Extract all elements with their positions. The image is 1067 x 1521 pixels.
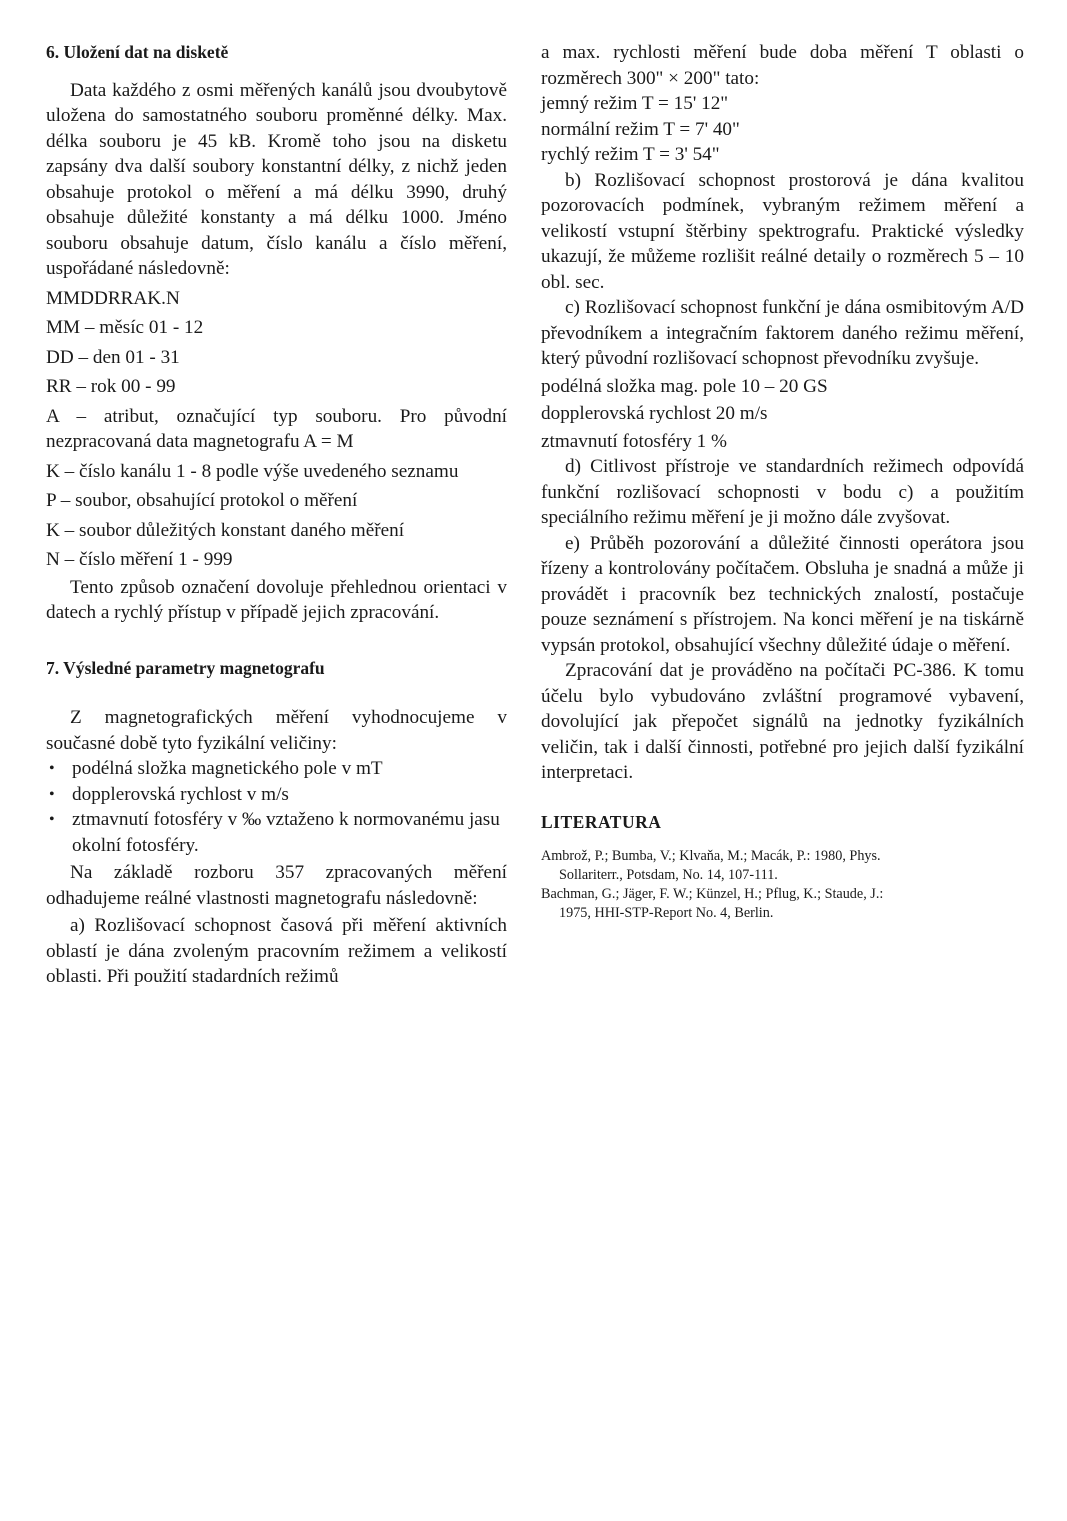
filename-line-p: P – soubor, obsahující protokol o měření bbox=[46, 490, 358, 511]
reference-1-line-2: Sollariterr., Potsdam, No. 14, 107-111. bbox=[559, 867, 778, 883]
list-item bbox=[46, 807, 507, 858]
section-7-paragraph-1: Z magnetografických měření vyhodnocujeme v současné době tyto fyzikální veličiny: bbox=[46, 707, 507, 754]
filename-line-rr: RR – rok 00 - 99 bbox=[46, 376, 176, 397]
bullet-icon: • bbox=[49, 760, 55, 777]
paragraph-b: b) Rozlišovací schopnost prostorová je dána kvalitou pozorovacích podmínek, vybraným režimem měření a velikostí vstupní štěrbiny spektrografu. Praktické výsledky ukazují, že můžeme rozlišit reálné detaily o rozměrech 5 – 10 obl. sec. bbox=[541, 169, 1024, 293]
mode-fine: jemný režim T = 15' 12" bbox=[541, 93, 729, 114]
section-6-paragraph-1: Data každého z osmi měřených kanálů jsou dvoubytově uložena do samostatného souboru proměnné délky. Max. délka souboru je 45 kB. Kromě toho jsou na disketu zapsány dva další soubory konstantní délky, z nichž jeden obsahuje protokol o měření a má délku 3990, druhý obsahuje důležité konstanty a má délku 1000. Jméno souboru obsahuje datum, číslo kanálu a číslo měření, uspořádané následovně: bbox=[46, 79, 507, 279]
bullet-icon: • bbox=[49, 785, 55, 803]
bullet-icon: • bbox=[49, 811, 55, 828]
filename-line-k-constants: K – soubor důležitých konstant daného měření bbox=[46, 519, 405, 541]
quantity-list bbox=[46, 756, 507, 858]
filename-line-dd: DD – den 01 - 31 bbox=[46, 346, 180, 368]
reference-2-line-2: 1975, HHI-STP-Report No. 4, Berlin. bbox=[559, 905, 774, 921]
section-7-paragraph-3: a) Rozlišovací schopnost časová při měření aktivních oblastí je dána zvoleným pracovním režimem a velikostí oblasti. Při použití stadardních režimů bbox=[46, 915, 507, 987]
filename-line-n: N – číslo měření 1 - 999 bbox=[46, 549, 233, 570]
filename-format: MMDDRRAK.N bbox=[46, 287, 180, 309]
literature-heading: LITERATURA bbox=[541, 811, 662, 832]
timing-intro: a max. rychlosti měření bude doba měření T oblasti o rozměrech 300" × 200" tato: bbox=[541, 42, 1024, 89]
reference-1-line-1: Ambrož, P.; Bumba, V.; Klvaňa, M.; Macák, P.: 1980, Phys. bbox=[541, 848, 881, 864]
list-item-text: ztmavnutí fotosféry v ‰ vztaženo k normovanému jasu okolní fotosféry. bbox=[72, 809, 500, 856]
reference-list bbox=[541, 847, 1024, 923]
mode-fast: rychlý režim T = 3' 54" bbox=[541, 144, 720, 165]
section-7-heading: 7. Výsledné parametry magnetografu bbox=[46, 657, 325, 678]
section-6-paragraph-2: Tento způsob označení dovoluje přehlednou orientaci v datech a rychlý přístup v případě jejich zpracování. bbox=[46, 576, 507, 623]
section-6-heading: 6. Uložení dat na disketě bbox=[46, 42, 229, 62]
paragraph-e: e) Průběh pozorování a důležité činnosti operátora jsou řízeny a kontrolovány počítačem. Obsluha je snadná a může ji provádět i pracovník bez technických znalostí, postačuje pouze seznámení s přístrojem. Na konci měření je na tiskárně vypsán protokol, obsahující všechny důležité údaje o měření. bbox=[541, 532, 1024, 656]
filename-line-mm: MM – měsíc 01 - 12 bbox=[46, 317, 204, 338]
list-item bbox=[46, 782, 507, 808]
section-7-paragraph-2: Na základě rozboru 357 zpracovaných měření odhadujeme reálné vlastnosti magnetografu následovně: bbox=[46, 862, 507, 909]
list-item bbox=[46, 756, 507, 782]
paragraph-final: Zpracování dat je prováděno na počítači PC-386. K tomu účelu bylo vybudováno zvláštní programové vybavení, dovolující jak přepočet signálů na jednotky fyzikálních veličin, tak i další činnosti, potřebné pro jejich další fyzikální interpretaci. bbox=[541, 660, 1024, 783]
reference-2-line-1: Bachman, G.; Jäger, F. W.; Künzel, H.; Pflug, K.; Staude, J.: bbox=[541, 886, 884, 902]
left-column bbox=[46, 40, 507, 990]
filename-line-k: K – číslo kanálu 1 - 8 podle výše uvedeného seznamu bbox=[46, 460, 459, 482]
paragraph-d: d) Citlivost přístroje ve standardních režimech odpovídá funkční rozlišovací schopnosti v bodu c) a použitím speciálního režimu měření je ji možno dále zvyšovat. bbox=[541, 456, 1024, 528]
value-doppler-velocity: dopplerovská rychlost 20 m/s bbox=[541, 403, 768, 424]
mode-normal: normální režim T = 7' 40" bbox=[541, 118, 740, 140]
paragraph-c: c) Rozlišovací schopnost funkční je dána osmibitovým A/D převodníkem a integračním faktorem daného režimu měření, který původní rozlišovací schopnost převodníku zvyšuje. bbox=[541, 297, 1024, 369]
value-darkening: ztmavnutí fotosféry 1 % bbox=[541, 430, 727, 452]
list-item-text: podélná složka magnetického pole v mT bbox=[72, 758, 383, 779]
list-item-text: dopplerovská rychlost v m/s bbox=[72, 783, 289, 805]
value-magnetic-field: podélná složka mag. pole 10 – 20 GS bbox=[541, 375, 828, 397]
filename-line-a: A – atribut, označující typ souboru. Pro původní nezpracovaná data magnetografu A = M bbox=[46, 405, 507, 452]
right-column bbox=[541, 40, 1024, 923]
